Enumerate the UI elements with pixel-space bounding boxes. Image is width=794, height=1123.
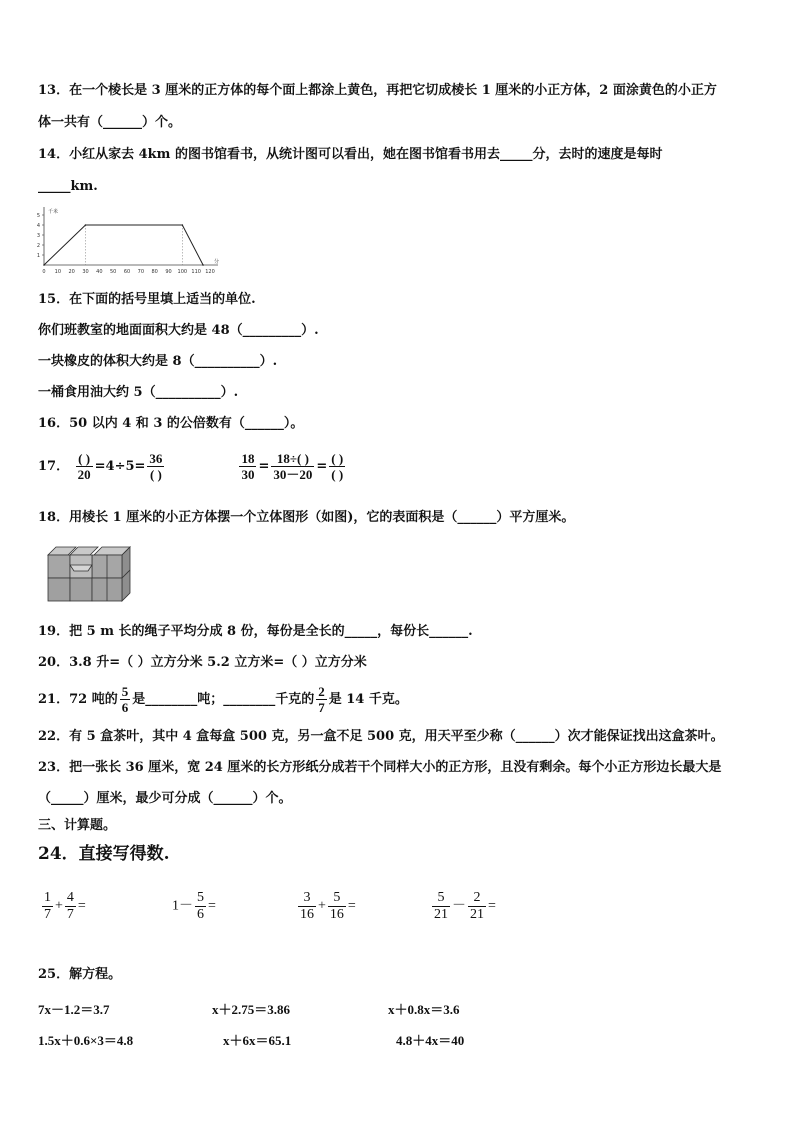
- q21-fraction-2: [316, 684, 327, 715]
- e2-denominator: 6: [197, 907, 204, 922]
- y-tick-label: 5: [36, 213, 40, 219]
- q20-line1: 20．3.8 升=（ ）立方分米 5.2 立方米=（ ）立方分米: [38, 655, 367, 670]
- e4-equals: =: [488, 898, 496, 914]
- e4-b-numerator: 2: [468, 890, 486, 907]
- q13-line2: 体一共有（______）个。: [38, 115, 182, 130]
- q17-f2-numerator: 36: [149, 451, 163, 466]
- x-tick-label: 100: [177, 269, 188, 275]
- q17-f4-denominator: 30－20: [273, 467, 313, 482]
- q24-expression-1: [40, 890, 86, 923]
- e1-operator: +: [55, 898, 63, 914]
- q17-f3-numerator: 18: [241, 451, 255, 466]
- q24-expression-2: [172, 890, 216, 923]
- q17-fraction-1: [76, 451, 93, 482]
- q13-line1: 13．在一个棱长是 3 厘米的正方体的每个面上都涂上黄色，再把它切成棱长 1 厘米的小正方体，2 面涂黄色的小正方: [38, 83, 717, 98]
- q21-line: [38, 683, 408, 717]
- q24-expression-4: [430, 890, 496, 923]
- y-tick-label: 1: [36, 253, 40, 259]
- q17-middle: =4÷5=: [94, 459, 146, 474]
- q23-line1: 23．把一张长 36 厘米，宽 24 厘米的长方形纸分成若干个同样大小的正方形，且没有剩余。每个小正方形边长最大是: [38, 760, 722, 775]
- e3-b-denominator: 16: [329, 907, 344, 922]
- x-tick-label: 50: [109, 269, 117, 275]
- y-tick-label: 3: [36, 233, 40, 239]
- e4-b-denominator: 21: [470, 907, 484, 922]
- e1-a-denominator: 7: [44, 907, 51, 922]
- x-tick-label: 90: [165, 269, 172, 275]
- q21-f1-denominator: 6: [121, 700, 129, 715]
- q19-line1: 19．把 5 m 长的绳子平均分成 8 份，每份是全长的_____，每份长______.: [38, 624, 473, 639]
- equation-3: x＋0.8x＝3.6: [388, 1002, 460, 1017]
- e4-a-numerator: 5: [432, 890, 450, 907]
- data-point: [85, 224, 87, 226]
- q25-title: 25．解方程。: [38, 967, 122, 982]
- x-tick-label: 80: [151, 269, 158, 275]
- e3-b-numerator: 5: [328, 890, 346, 907]
- x-tick-label: 10: [54, 269, 62, 275]
- e2-equals: =: [208, 898, 216, 914]
- e3-a-denominator: 16: [300, 907, 314, 922]
- q17-f5-denominator: ( ): [331, 467, 344, 482]
- q17-line: [38, 448, 347, 486]
- x-tick-label: 110: [191, 269, 201, 275]
- e2-numerator: 5: [197, 890, 204, 905]
- distance-time-chart: [34, 205, 224, 277]
- q17-fraction-3: [239, 451, 256, 482]
- q21-f2-denominator: 7: [318, 700, 325, 715]
- section-3-title: 三、计算题。: [38, 818, 117, 833]
- x-tick-label: 20: [68, 269, 75, 275]
- q21-part2: 是________吨；________千克的: [132, 692, 315, 707]
- e2-prefix: 1－: [172, 898, 193, 914]
- q17-fraction-5: [329, 451, 345, 482]
- e1-a-numerator: 1: [44, 890, 51, 905]
- e4-a-denominator: 21: [434, 907, 448, 922]
- x-tick-label: 0: [42, 269, 46, 275]
- q14-line2: _____km.: [38, 179, 98, 194]
- q17-number: 17．: [38, 459, 70, 474]
- equation-1: 7x－1.2＝3.7: [38, 1002, 110, 1017]
- e3-operator: +: [318, 898, 326, 914]
- q21-part3: 是 14 千克。: [328, 692, 408, 707]
- q15-line1: 15．在下面的括号里填上适当的单位.: [38, 292, 256, 307]
- e1-equals: =: [77, 898, 86, 914]
- equation-2: x＋2.75＝3.86: [212, 1002, 291, 1017]
- x-tick-label: 120: [205, 269, 215, 275]
- q21-part1: 21．72 吨的: [38, 692, 118, 707]
- y-tick-label: 4: [36, 223, 40, 229]
- q15-line4: 一桶食用油大约 5（__________）.: [38, 385, 239, 400]
- equation-4: 1.5x＋0.6×3＝4.8: [38, 1033, 134, 1048]
- q15-line2: 你们班教室的地面面积大约是 48（_________）.: [38, 323, 319, 338]
- q16-line1: 16．50 以内 4 和 3 的公倍数有（______）。: [38, 416, 304, 431]
- q15-line3: 一块橡皮的体积大约是 8（__________）.: [38, 354, 278, 369]
- q22-line1: 22．有 5 盒茶叶，其中 4 盒每盒 500 克，另一盒不足 500 克，用天平至少称（______）次才能保证找出这盒茶叶。: [38, 729, 724, 744]
- q17-f3-denominator: 30: [241, 467, 255, 482]
- e1-b-numerator: 4: [66, 890, 74, 905]
- q21-f2-numerator: 2: [318, 684, 325, 699]
- q17-fraction-2: [147, 451, 164, 482]
- data-point: [43, 264, 45, 266]
- q17-equals-2: =: [316, 459, 328, 474]
- q24-title: 24．直接写得数.: [38, 844, 170, 864]
- q17-f1-denominator: 20: [77, 467, 91, 482]
- q17-f4-numerator: 18÷( ): [271, 451, 314, 467]
- x-axis-label: 分: [214, 259, 220, 265]
- distance-line: [44, 225, 203, 265]
- data-point: [202, 264, 204, 266]
- e1-b-denominator: 7: [66, 907, 74, 922]
- data-point: [182, 224, 184, 226]
- q17-f2-denominator: ( ): [149, 467, 162, 482]
- q17-fraction-4: [271, 451, 314, 482]
- x-tick-label: 70: [137, 269, 145, 275]
- y-axis-label: 千米: [48, 209, 59, 215]
- q21-fraction-1: [120, 684, 131, 715]
- q18-line1: 18．用棱长 1 厘米的小正方体摆一个立体图形（如图)，它的表面积是（______）平方厘米。: [38, 510, 575, 525]
- q23-line2: （_____）厘米，最少可分成（______）个。: [38, 791, 292, 806]
- x-tick-label: 40: [96, 269, 103, 275]
- q17-f5-numerator: ( ): [331, 451, 344, 466]
- q17-f1-numerator: ( ): [76, 451, 93, 467]
- e3-a-numerator: 3: [298, 890, 316, 907]
- equation-6: 4.8＋4x＝40: [396, 1033, 465, 1048]
- q24-expression-3: [296, 890, 356, 923]
- e3-equals: =: [347, 898, 356, 914]
- x-tick-label: 60: [123, 269, 131, 275]
- e4-operator: －: [452, 898, 466, 914]
- q21-f1-numerator: 5: [121, 684, 129, 699]
- q14-line1: 14．小红从家去 4km 的图书馆看书，从统计图可以看出，她在图书馆看书用去_____分，去时的速度是每时: [38, 147, 663, 162]
- x-tick-label: 30: [82, 269, 89, 275]
- q17-equals-1: =: [258, 459, 270, 474]
- cube-solid-figure: [44, 541, 134, 609]
- y-tick-label: 2: [36, 243, 40, 249]
- equation-5: x＋6x＝65.1: [223, 1033, 292, 1048]
